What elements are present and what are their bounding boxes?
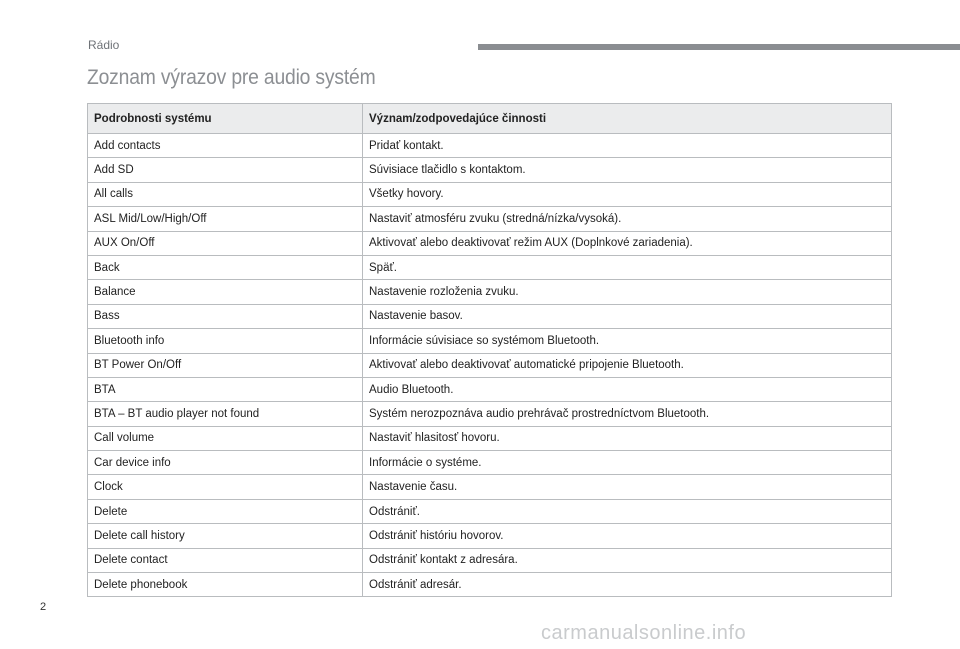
page-title: Zoznam výrazov pre audio systém xyxy=(87,66,376,89)
table-row xyxy=(88,573,892,597)
page-number: 2 xyxy=(40,601,47,613)
meaning-cell: Odstrániť kontakt z adresára. xyxy=(363,548,892,572)
section-bar xyxy=(478,44,960,50)
table-row xyxy=(88,451,892,475)
table-row xyxy=(88,280,892,304)
term-cell: All calls xyxy=(88,182,363,206)
table-row xyxy=(88,255,892,279)
meaning-cell: Odstrániť. xyxy=(363,499,892,523)
table-header-row xyxy=(88,104,892,134)
term-cell: Delete call history xyxy=(88,524,363,548)
term-cell: BTA – BT audio player not found xyxy=(88,402,363,426)
meaning-cell: Nastaviť atmosféru zvuku (stredná/nízka/vysoká). xyxy=(363,207,892,231)
meaning-cell: Aktivovať alebo deaktivovať automatické pripojenie Bluetooth. xyxy=(363,353,892,377)
term-cell: Balance xyxy=(88,280,363,304)
term-cell: Bass xyxy=(88,304,363,328)
meaning-cell: Súvisiace tlačidlo s kontaktom. xyxy=(363,158,892,182)
table-row xyxy=(88,524,892,548)
meaning-cell: Nastavenie času. xyxy=(363,475,892,499)
term-cell: Delete phonebook xyxy=(88,573,363,597)
table-row xyxy=(88,134,892,158)
table-row xyxy=(88,304,892,328)
term-cell: Back xyxy=(88,255,363,279)
table-row xyxy=(88,377,892,401)
term-cell: Delete contact xyxy=(88,548,363,572)
meaning-cell: Odstrániť históriu hovorov. xyxy=(363,524,892,548)
meaning-cell: Audio Bluetooth. xyxy=(363,377,892,401)
column-header-term: Podrobnosti systému xyxy=(88,104,363,134)
meaning-cell: Nastavenie rozloženia zvuku. xyxy=(363,280,892,304)
table-row xyxy=(88,207,892,231)
table-row xyxy=(88,353,892,377)
term-cell: Bluetooth info xyxy=(88,329,363,353)
table-row xyxy=(88,402,892,426)
term-cell: BT Power On/Off xyxy=(88,353,363,377)
meaning-cell: Systém nerozpoznáva audio prehrávač prostredníctvom Bluetooth. xyxy=(363,402,892,426)
term-cell: AUX On/Off xyxy=(88,231,363,255)
meaning-cell: Informácie o systéme. xyxy=(363,451,892,475)
term-cell: ASL Mid/Low/High/Off xyxy=(88,207,363,231)
term-cell: Delete xyxy=(88,499,363,523)
table-row xyxy=(88,475,892,499)
term-cell: Add SD xyxy=(88,158,363,182)
term-cell: Car device info xyxy=(88,451,363,475)
table-row xyxy=(88,329,892,353)
table-row xyxy=(88,548,892,572)
meaning-cell: Všetky hovory. xyxy=(363,182,892,206)
meaning-cell: Späť. xyxy=(363,255,892,279)
term-cell: Clock xyxy=(88,475,363,499)
table-row xyxy=(88,499,892,523)
section-label: Rádio xyxy=(88,38,120,52)
table-row xyxy=(88,426,892,450)
table-row xyxy=(88,231,892,255)
meaning-cell: Pridať kontakt. xyxy=(363,134,892,158)
watermark: carmanualsonline.info xyxy=(541,622,747,644)
column-header-meaning: Význam/zodpovedajúce činnosti xyxy=(363,104,892,134)
table-row xyxy=(88,182,892,206)
term-cell: Call volume xyxy=(88,426,363,450)
glossary-table xyxy=(87,103,892,597)
meaning-cell: Informácie súvisiace so systémom Bluetooth. xyxy=(363,329,892,353)
meaning-cell: Nastaviť hlasitosť hovoru. xyxy=(363,426,892,450)
meaning-cell: Aktivovať alebo deaktivovať režim AUX (Doplnkové zariadenia). xyxy=(363,231,892,255)
meaning-cell: Nastavenie basov. xyxy=(363,304,892,328)
table-row xyxy=(88,158,892,182)
meaning-cell: Odstrániť adresár. xyxy=(363,573,892,597)
term-cell: Add contacts xyxy=(88,134,363,158)
term-cell: BTA xyxy=(88,377,363,401)
